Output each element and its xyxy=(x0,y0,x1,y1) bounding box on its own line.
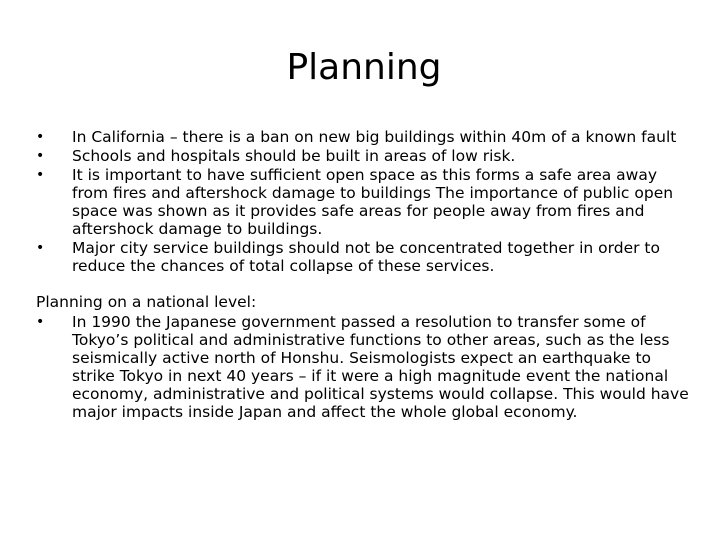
list-item-text: Major city service buildings should not be concentrated together in order to reduce the chances of total collapse of these services. xyxy=(72,239,660,275)
list-item xyxy=(36,147,696,165)
bullet-icon: • xyxy=(36,148,45,164)
bullet-icon: • xyxy=(36,240,45,256)
slide-title: Planning xyxy=(286,47,442,88)
bullet-icon: • xyxy=(36,167,45,183)
list-item xyxy=(36,313,696,421)
bullet-icon: • xyxy=(36,314,45,330)
section-heading: Planning on a national level: xyxy=(36,293,257,311)
bullet-icon: • xyxy=(36,129,45,145)
slide-content xyxy=(36,128,696,422)
list-item-text: In California – there is a ban on new big buildings within 40m of a known fault xyxy=(72,128,677,146)
bullet-list xyxy=(36,128,696,275)
national-bullet-list xyxy=(36,313,696,421)
list-item xyxy=(36,239,696,275)
list-item xyxy=(36,128,696,146)
list-item xyxy=(36,166,696,238)
list-item-text: In 1990 the Japanese government passed a resolution to transfer some of Tokyo’s political and administrative functions to other areas, such as the less seismically active north of Honshu. Seismologists expect an earthquake to strike Tokyo in next 40 years – if it were a high magnitude event the national economy, administrative and political systems would collapse. This would have major impacts inside Japan and affect the whole global economy. xyxy=(72,313,689,421)
list-item-text: It is important to have sufficient open space as this forms a safe area away from fires and aftershock damage to buildings The importance of public open space was shown as it provides safe areas for people away from fires and aftershock damage to buildings. xyxy=(72,166,674,238)
list-item-text: Schools and hospitals should be built in areas of low risk. xyxy=(72,147,516,165)
